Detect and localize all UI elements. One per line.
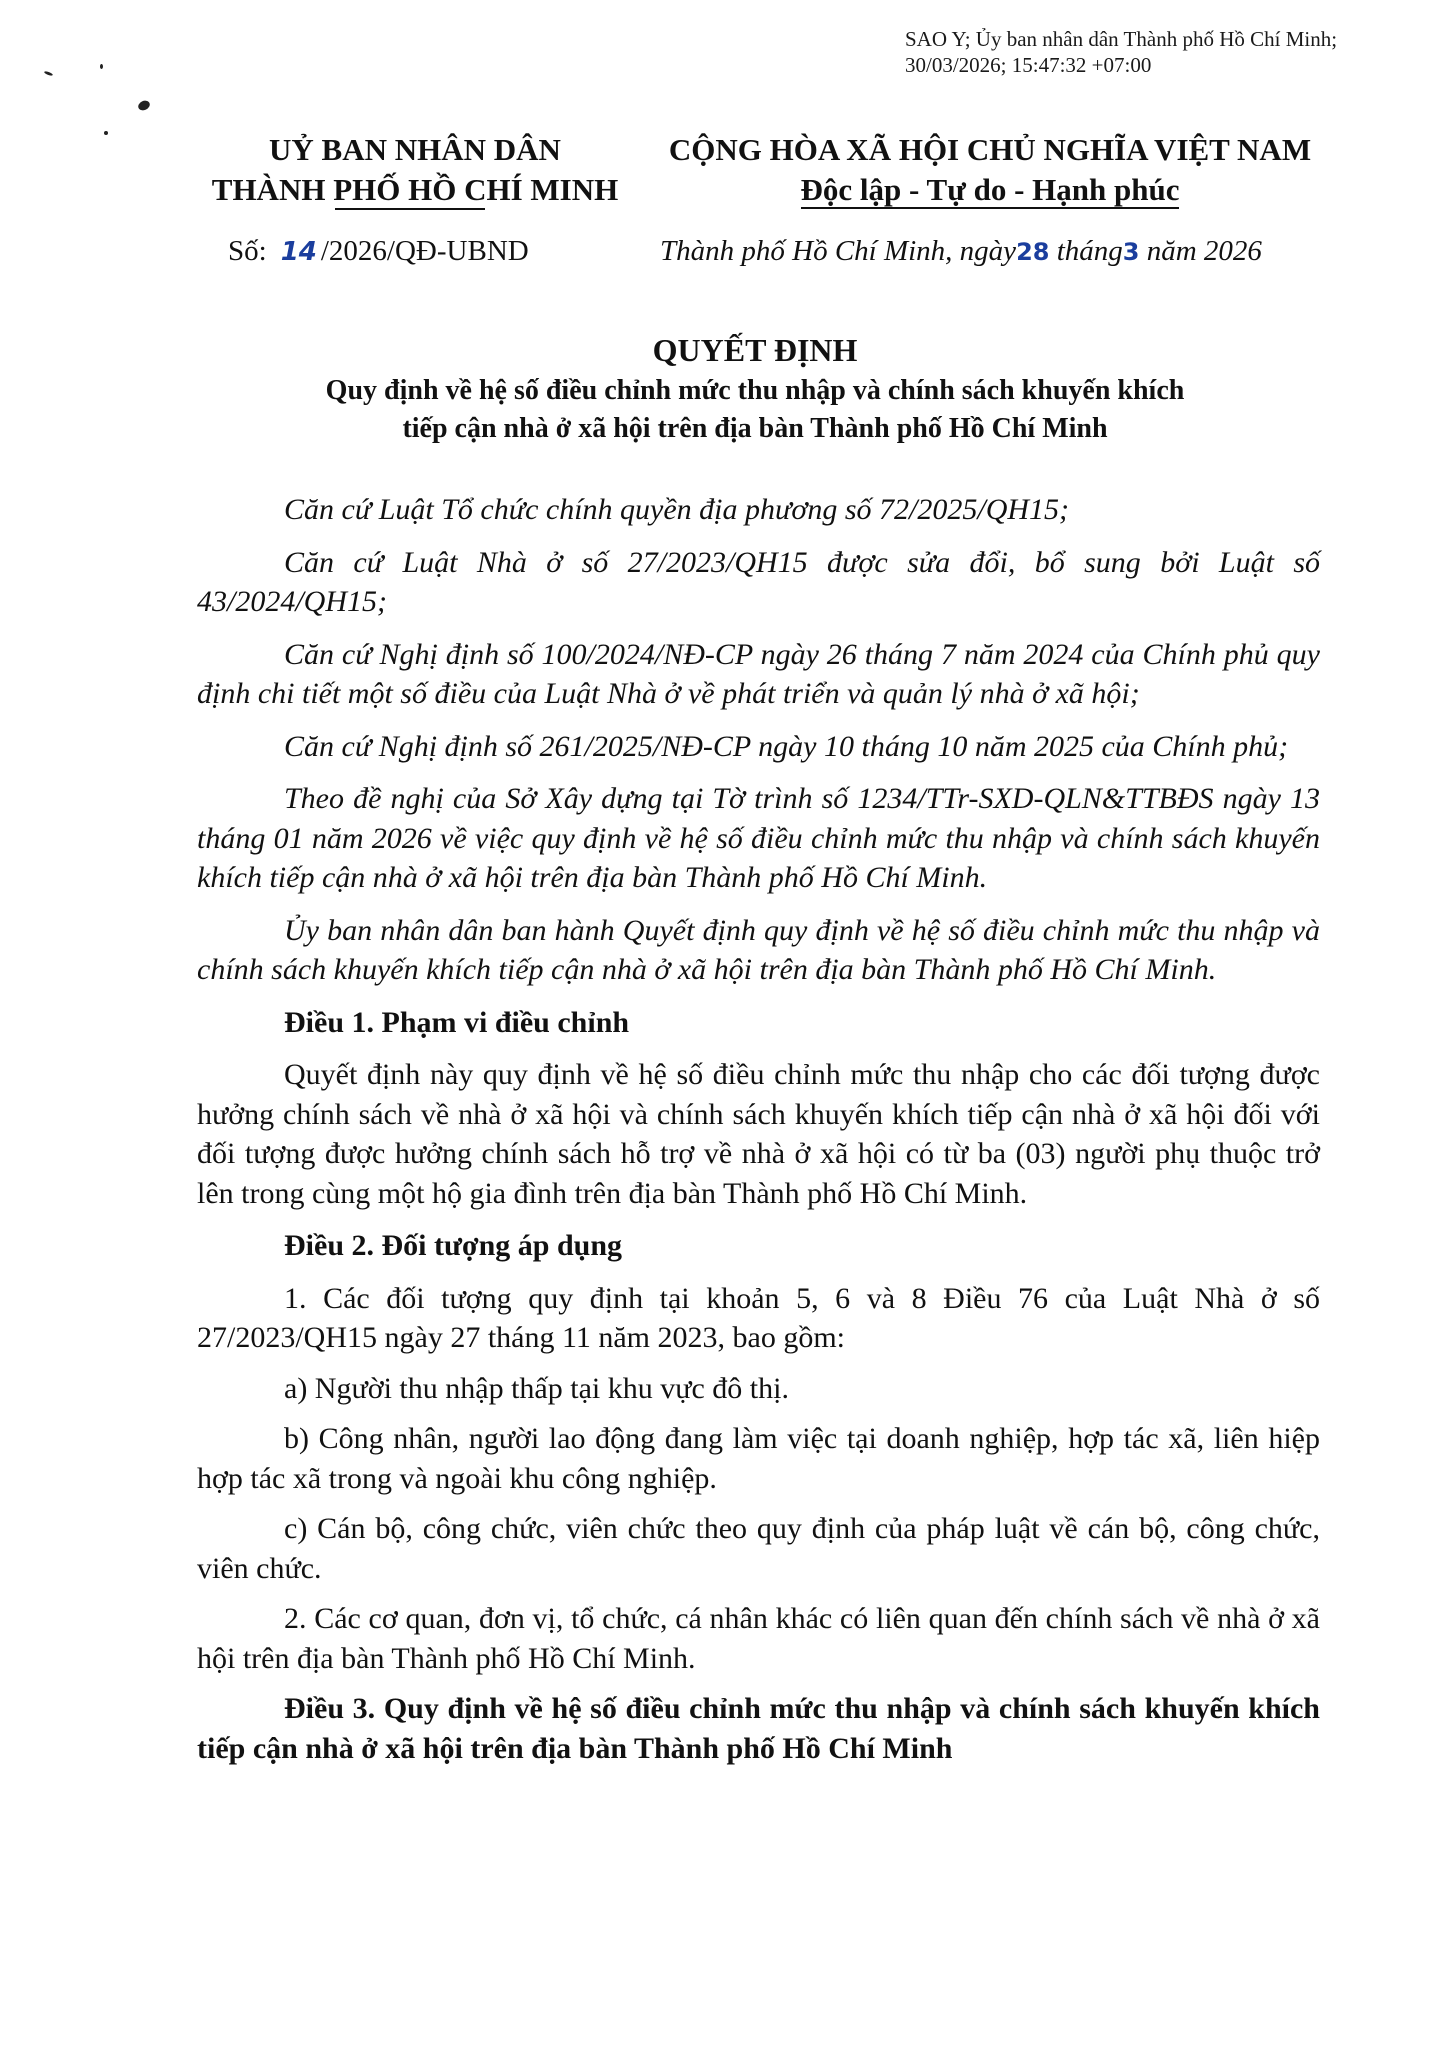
- agency-underline: [335, 208, 485, 210]
- article-1-text: Quyết định này quy định về hệ số điều chỉnh mức thu nhập cho các đối tượng được hưởng chính sách về nhà ở xã hội và chính sách khuyến khích tiếp cận nhà ở xã hội đối với đối tượng được hưởng chính sách hỗ trợ về nhà ở xã hội có từ ba (03) người phụ thuộc trở lên trong cùng một hộ gia đình trên địa bàn Thành phố Hồ Chí Minh.: [197, 1058, 1320, 1210]
- agency-line-2: THÀNH PHỐ HỒ CHÍ MINH: [211, 172, 619, 207]
- document-number: [228, 235, 529, 268]
- preamble-6: Ủy ban nhân dân ban hành Quyết định quy định về hệ số điều chỉnh mức thu nhập và chính sách khuyến khích tiếp cận nhà ở xã hội trên địa bàn Thành phố Hồ Chí Minh.: [197, 913, 1320, 986]
- article-2-item-1: 1. Các đối tượng quy định tại khoản 5, 6 và 8 Điều 76 của Luật Nhà ở số 27/2023/QH15 ngày 27 tháng 11 năm 2023, bao gồm:: [197, 1281, 1320, 1354]
- stamp-line-2: 30/03/2026; 15:47:32 +07:00: [905, 53, 1152, 77]
- article-2-item-a: a) Người thu nhập thấp tại khu vực đô thị.: [284, 1371, 789, 1405]
- national-motto: Độc lập - Tự do - Hạnh phúc: [800, 172, 1180, 207]
- handwritten-doc-number: 14: [280, 237, 317, 267]
- article-2-item-2: 2. Các cơ quan, đơn vị, tổ chức, cá nhân khác có liên quan đến chính sách về nhà ở xã hội trên địa bàn Thành phố Hồ Chí Minh.: [197, 1602, 1320, 1675]
- national-header: [640, 130, 1340, 210]
- country-name: CỘNG HÒA XÃ HỘI CHỦ NGHĨA VIỆT NAM: [668, 132, 1312, 167]
- place-date-part-1: Thành phố Hồ Chí Minh, ngày: [660, 235, 1017, 267]
- document-body: [197, 490, 1320, 1781]
- preamble-5: Theo đề nghị của Sở Xây dựng tại Tờ trình số 1234/TTr-SXD-QLN&TTBĐS ngày 13 tháng 01 năm 2026 về việc quy định về hệ số điều chỉnh mức thu nhập và chính sách khuyến khích tiếp cận nhà ở xã hội trên địa bàn Thành phố Hồ Chí Minh.: [197, 782, 1320, 894]
- preamble-4: Căn cứ Nghị định số 261/2025/NĐ-CP ngày 10 tháng 10 năm 2025 của Chính phủ;: [284, 729, 1289, 763]
- article-2-item-b: b) Công nhân, người lao động đang làm việc tại doanh nghiệp, hợp tác xã, liên hiệp hợp tác xã trong và ngoài khu công nghiệp.: [197, 1422, 1320, 1495]
- article-3-heading: Điều 3. Quy định về hệ số điều chỉnh mức thu nhập và chính sách khuyến khích tiếp cận nhà ở xã hội trên địa bàn Thành phố Hồ Chí Minh: [197, 1692, 1320, 1765]
- article-2-heading: Điều 2. Đối tượng áp dụng: [284, 1229, 623, 1262]
- article-1-heading: Điều 1. Phạm vi điều chỉnh: [284, 1005, 630, 1039]
- digital-copy-stamp: [905, 26, 1425, 78]
- title-main: QUYẾT ĐỊNH: [652, 332, 858, 368]
- preamble-1: Căn cứ Luật Tổ chức chính quyền địa phương số 72/2025/QH15;: [284, 493, 1070, 526]
- place-and-date: [660, 235, 1262, 268]
- preamble-2: Căn cứ Luật Nhà ở số 27/2023/QH15 được sửa đổi, bổ sung bởi Luật số 43/2024/QH15;: [197, 545, 1320, 618]
- place-date-part-2: tháng: [1056, 235, 1123, 267]
- preamble-3: Căn cứ Nghị định số 100/2024/NĐ-CP ngày 26 tháng 7 năm 2024 của Chính phủ quy định chi tiết một số điều của Luật Nhà ở về phát triển và quản lý nhà ở xã hội;: [197, 637, 1320, 710]
- place-date-part-3: năm 2026: [1146, 235, 1262, 267]
- stamp-line-1: SAO Y; Ủy ban nhân dân Thành phố Hồ Chí Minh;: [905, 27, 1338, 51]
- handwritten-day: 28: [1016, 238, 1050, 266]
- title-sub-2: tiếp cận nhà ở xã hội trên địa bàn Thành phố Hồ Chí Minh: [402, 413, 1108, 444]
- doc-number-prefix: Số:: [228, 235, 267, 267]
- title-sub-1: Quy định về hệ số điều chỉnh mức thu nhập và chính sách khuyến khích: [325, 375, 1185, 406]
- handwritten-month: 3: [1122, 238, 1140, 266]
- agency-line-1: UỶ BAN NHÂN DÂN: [269, 132, 561, 167]
- doc-number-suffix: /2026/QĐ-UBND: [320, 235, 529, 267]
- article-2-item-c: c) Cán bộ, công chức, viên chức theo quy định của pháp luật về cán bộ, công chức, viên chức.: [197, 1512, 1320, 1585]
- document-title: [190, 328, 1320, 448]
- issuing-agency: [195, 130, 635, 210]
